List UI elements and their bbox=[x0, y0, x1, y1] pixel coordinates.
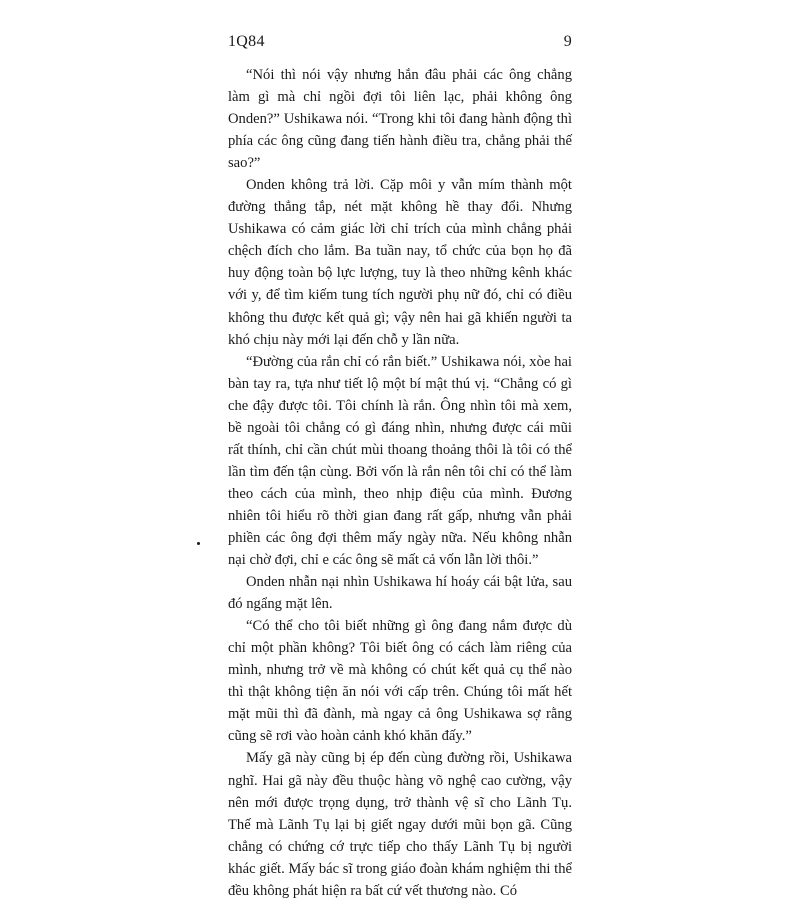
ink-speck bbox=[197, 542, 200, 545]
paragraph: “Có thể cho tôi biết những gì ông đang nắm được dù chỉ một phần không? Tôi biết ông có cách làm riêng của mình, nhưng trở về mà không có chút kết quả cụ thể nào thì thật không tiện ăn nói với cấp trên. Chúng tôi mất hết mặt mũi thì đã đành, mà ngay cả ông Ushikawa sợ rằng cũng sẽ rơi vào hoàn cảnh khó khăn đấy.” bbox=[228, 618, 572, 745]
page-number: 9 bbox=[563, 33, 572, 50]
paragraph: “Đường của rắn chỉ có rắn biết.” Ushikawa nói, xòe hai bàn tay ra, tựa như tiết lộ một bí mật thú vị. “Chẳng có gì che đậy được tôi. Tôi chính là rắn. Ông nhìn tôi mà xem, bề ngoài tôi chẳng có gì đáng nhìn, nhưng được cái mũi rất thính, chỉ cần chút mùi thoang thoảng thôi là tôi có thể lần tìm đến tận cùng. Bởi vốn là rắn nên tôi chỉ có thể làm theo cách của mình, theo nhịp điệu của mình. Đương nhiên tôi hiểu rõ thời gian đang rất gấp, nhưng vẫn phải phiền các ông đợi thêm mấy ngày nữa. Nếu không nhẫn nại chờ đợi, chỉ e các ông sẽ mất cả vốn lẫn lời thôi.” bbox=[228, 353, 572, 569]
paragraph: Onden không trả lời. Cặp môi y vẫn mím thành một đường thẳng tắp, nét mặt không hề thay đổi. Nhưng Ushikawa có cảm giác lời chỉ trích của mình chẳng phải chệch đích cho lắm. Ba tuần nay, tổ chức của bọn họ đã huy động toàn bộ lực lượng, tuy là theo những kênh khác với y, để tìm kiếm tung tích người phụ nữ đó, chỉ có điều không thu được kết quả gì; vậy nên hai gã khiến người ta khó chịu này mới lại đến chỗ y lần nữa. bbox=[228, 177, 572, 348]
paragraph: Mấy gã này cũng bị ép đến cùng đường rồi, Ushikawa nghĩ. Hai gã này đều thuộc hàng võ nghệ cao cường, vậy nên mới được trọng dụng, trở thành vệ sĩ cho Lãnh Tụ. Thế mà Lãnh Tụ lại bị giết ngay dưới mũi bọn gã. Cũng chẳng có chứng cớ trực tiếp cho thấy Lãnh Tụ bị người khác giết. Mấy bác sĩ trong giáo đoàn khám nghiệm thi thể đều không phát hiện ra bất cứ vết thương nào. Có bbox=[228, 750, 572, 899]
paragraph: “Nói thì nói vậy nhưng hắn đâu phải các ông chẳng làm gì mà chỉ ngồi đợi tôi liên lạc, phải không ông Onden?” Ushikawa nói. “Trong khi tôi đang hành động thì phía các ông cũng đang tiến hành điều tra, chẳng phải thế sao?” bbox=[228, 67, 572, 172]
book-title: 1Q84 bbox=[228, 33, 265, 50]
body-text bbox=[228, 64, 572, 902]
paragraph: Onden nhẫn nại nhìn Ushikawa hí hoáy cái bật lửa, sau đó ngẩng mặt lên. bbox=[228, 574, 572, 613]
running-header bbox=[228, 33, 572, 59]
